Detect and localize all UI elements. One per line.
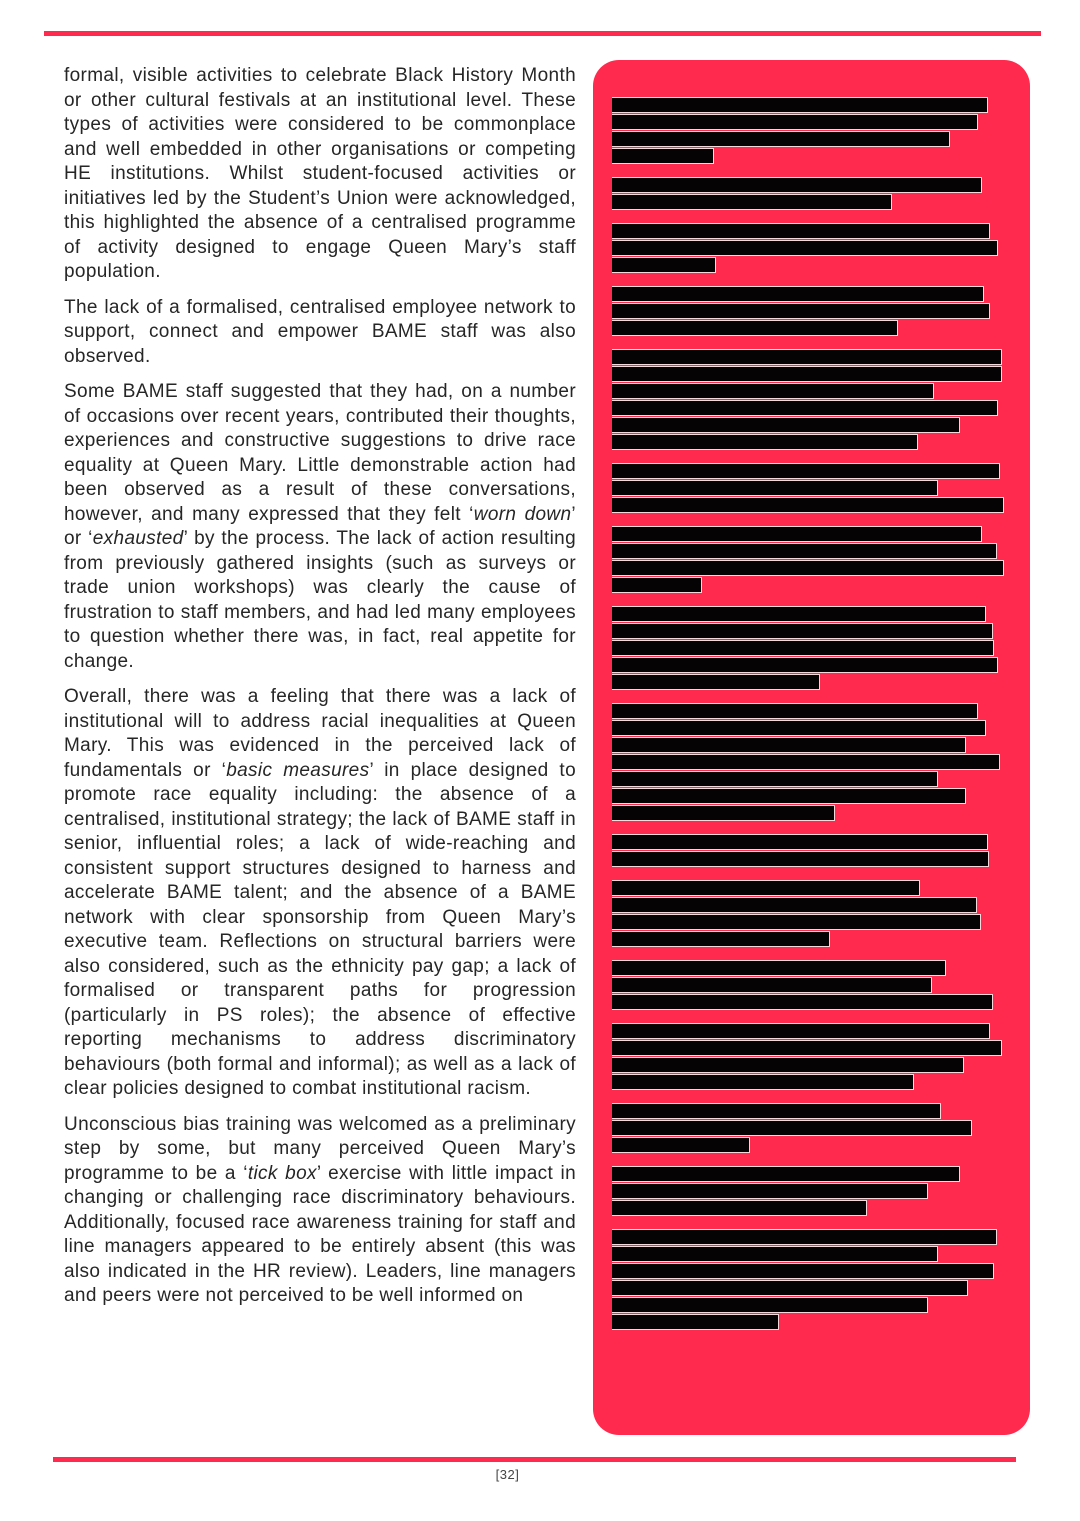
redaction-bar [612, 257, 716, 273]
redacted-paragraph [612, 286, 1012, 336]
redaction-bar [612, 194, 892, 210]
redaction-bar [612, 1263, 994, 1279]
redaction-bar [612, 1246, 938, 1262]
paragraph-text: ’ exercise with little impact in changing or challenging race discriminatory behaviours. Additionally, focused race awareness training for staff and line managers appeared to be entirely absent (this was also indicated in the HR review). Leaders, line managers and peers were not perceived to be well informed on [64, 1162, 576, 1306]
redaction-bar [612, 131, 950, 147]
redaction-bar [612, 851, 989, 867]
redaction-bar [612, 960, 946, 976]
redaction-bar [612, 97, 988, 113]
redaction-bar [612, 114, 978, 130]
redaction-bar [612, 1120, 972, 1136]
redaction-bar [612, 417, 960, 433]
redaction-bar [612, 1040, 1002, 1056]
redaction-bar [612, 1314, 779, 1330]
redaction-bar [612, 1297, 928, 1313]
redaction-bar [612, 1057, 964, 1073]
redacted-paragraph [612, 1103, 1012, 1153]
redacted-text-block [612, 97, 1012, 1343]
paragraph-text: Some BAME staff suggested that they had, on a number of occasions over recent years, contributed their thoughts, experiences and constructive suggestions to drive race equality at Queen Mary. Little demonstrable action had been observed as a result of these conversations, however, and many expressed that they felt ‘ [64, 381, 576, 525]
body-paragraph [64, 64, 576, 285]
paragraph-text: Overall, there was a feeling that there was a lack of institutional will to address racial inequalities at Queen Mary. This was evidenced in the perceived lack of fundamentals or ‘ [64, 686, 576, 781]
paragraph-text: ’ or ‘ [64, 503, 576, 549]
redaction-bar [612, 320, 898, 336]
redaction-bar [612, 1166, 960, 1182]
redacted-paragraph [612, 606, 1012, 690]
paragraph-text: The lack of a formalised, centralised employee network to support, connect and empower BAME staff was also observed. [64, 296, 576, 367]
redaction-bar [612, 1280, 968, 1296]
body-paragraph [64, 1113, 576, 1309]
emphasized-quote: worn down [473, 503, 572, 525]
emphasized-quote: basic measures [226, 759, 370, 781]
redaction-bar [612, 480, 938, 496]
redaction-bar [612, 497, 1004, 513]
redaction-bar [612, 543, 997, 559]
redaction-bar [612, 1074, 914, 1090]
paragraph-text: formal, visible activities to celebrate Black History Month or other cultural festivals at an institutional level. These types of activities were considered to be commonplace and well embedded in other organisations or competing HE institutions. Whilst student-focused activities or initiatives led by the Student’s Union were acknowledged, this highlighted the absence of a centralised programme of activity designed to engage Queen Mary’s staff population. [64, 65, 576, 282]
redaction-bar [612, 240, 998, 256]
redaction-bar [612, 914, 981, 930]
redaction-bar [612, 1183, 928, 1199]
redacted-paragraph [612, 1023, 1012, 1090]
redaction-bar [612, 1229, 997, 1245]
redaction-bar [612, 720, 986, 736]
redaction-bar [612, 788, 966, 804]
redacted-paragraph [612, 349, 1012, 450]
redacted-paragraph [612, 960, 1012, 1010]
body-text-column [64, 64, 576, 1320]
redaction-bar [612, 400, 998, 416]
redacted-paragraph [612, 223, 1012, 273]
redaction-bar [612, 303, 990, 319]
emphasized-quote: exhausted [92, 528, 184, 549]
redacted-paragraph [612, 177, 1012, 210]
redaction-bar [612, 771, 938, 787]
header-rule [44, 31, 1041, 36]
redaction-bar [612, 434, 918, 450]
redaction-bar [612, 623, 993, 639]
redacted-paragraph [612, 97, 1012, 164]
redaction-bar [612, 223, 990, 239]
redaction-bar [612, 880, 920, 896]
footer-rule [53, 1457, 1016, 1462]
redaction-bar [612, 977, 932, 993]
redaction-bar [612, 674, 820, 690]
redaction-bar [612, 526, 982, 542]
redacted-paragraph [612, 834, 1012, 867]
redacted-paragraph [612, 463, 1012, 513]
page-number: [32] [495, 1467, 520, 1482]
redaction-bar [612, 703, 978, 719]
paragraph-text: ’ by the process. The lack of action resulting from previously gathered insights (such as surveys or trade union workshops) was clearly the cause of frustration to staff members, and had led many employees to question whether there was, in fact, real appetite for change. [64, 528, 576, 672]
redaction-bar [612, 897, 977, 913]
redaction-bar [612, 640, 994, 656]
redaction-bar [612, 754, 1000, 770]
redaction-bar [612, 805, 835, 821]
paragraph-text: Unconscious bias training was welcomed as a preliminary step by some, but many perceived Queen Mary’s programme to be a ‘ [64, 1113, 576, 1184]
redaction-bar [612, 177, 982, 193]
redaction-bar [612, 383, 934, 399]
redaction-bar [612, 148, 714, 164]
redaction-bar [612, 463, 1000, 479]
redacted-paragraph [612, 526, 1012, 593]
redaction-bar [612, 931, 830, 947]
redaction-bar [612, 606, 986, 622]
redaction-bar [612, 577, 702, 593]
redaction-bar [612, 366, 1002, 382]
redaction-bar [612, 349, 1002, 365]
redaction-bar [612, 657, 998, 673]
redacted-paragraph [612, 703, 1012, 821]
redacted-paragraph [612, 1166, 1012, 1216]
redaction-bar [612, 834, 988, 850]
redaction-bar [612, 1137, 750, 1153]
body-paragraph [64, 296, 576, 370]
redaction-bar [612, 994, 993, 1010]
redaction-bar [612, 1023, 990, 1039]
redaction-bar [612, 737, 966, 753]
redaction-bar [612, 286, 984, 302]
redaction-bar [612, 1200, 867, 1216]
redaction-bar [612, 560, 1004, 576]
redaction-bar [612, 1103, 941, 1119]
emphasized-quote: tick box [247, 1162, 317, 1184]
body-paragraph [64, 685, 576, 1102]
redacted-paragraph [612, 880, 1012, 947]
redacted-paragraph [612, 1229, 1012, 1330]
body-paragraph [64, 380, 576, 674]
paragraph-text: ’ in place designed to promote race equality including: the absence of a centralised, institutional strategy; the lack of BAME staff in senior, influential roles; a lack of wide-reaching and consistent support structures designed to harness and accelerate BAME talent; and the absence of a BAME network with clear sponsorship from Queen Mary’s executive team. Reflections on structural barriers were also considered, such as the ethnicity pay gap; a lack of formalised or transparent paths for progression (particularly in PS roles); the absence of effective reporting mechanisms to address discriminatory behaviours (both formal and informal); as well as a lack of clear policies designed to combat institutional racism. [64, 759, 576, 1099]
